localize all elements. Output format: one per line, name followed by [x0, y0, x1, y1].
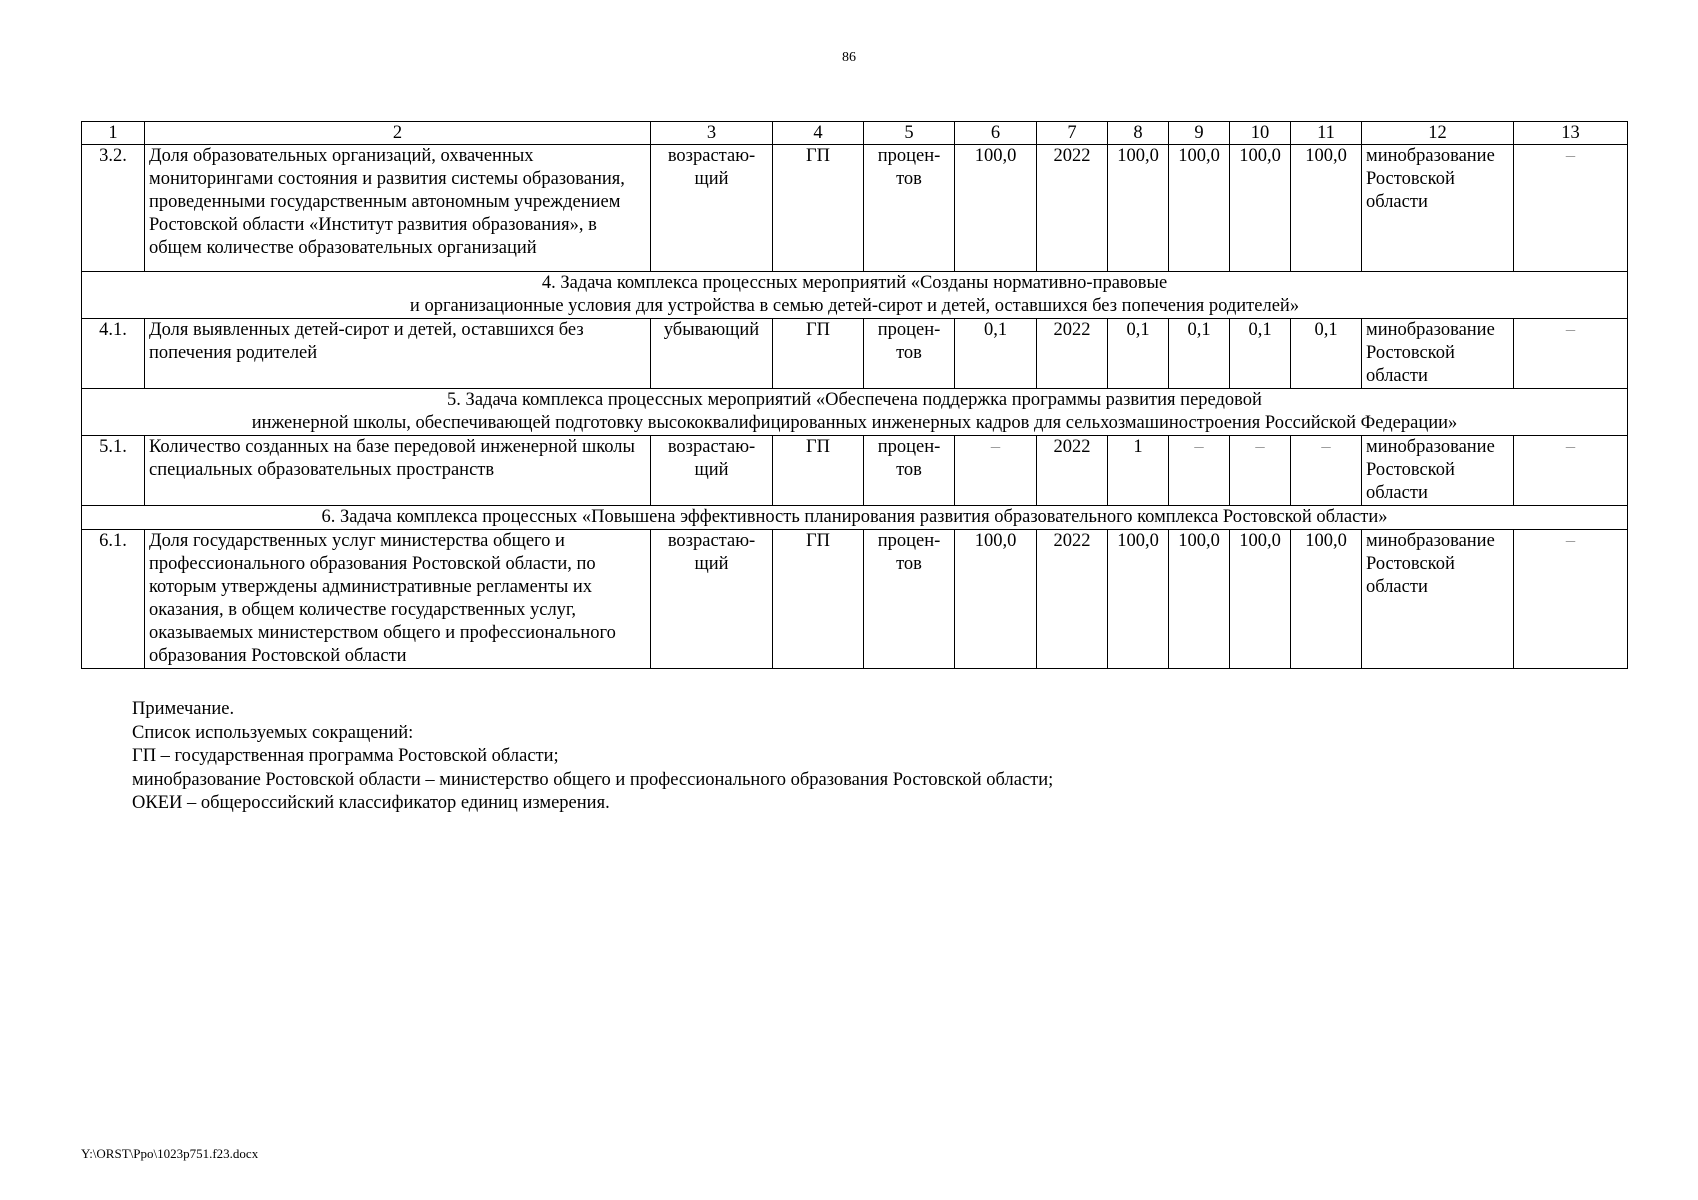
- value-cell: 0,1: [1169, 319, 1230, 389]
- responsible-cell: минобразование Ростовской области: [1362, 319, 1514, 389]
- indicator-name-cell: Доля государственных услуг министерства общего и профессионального образования Ростовской области, по которым утверждены административные регламенты их оказания, в общем количестве государственных услуг, оказываемых министерством общего и профессионального образования Ростовской области: [145, 530, 651, 669]
- level-cell: ГП: [773, 145, 864, 272]
- unit-cell: процен-тов: [864, 530, 955, 669]
- trend-cell: возрастаю-щий: [651, 530, 773, 669]
- trend-cell: возрастаю-щий: [651, 145, 773, 272]
- task-row: [82, 389, 1628, 436]
- value-cell: 100,0: [1108, 530, 1169, 669]
- indicators-table: [81, 121, 1628, 669]
- row-number-cell: 5.1.: [82, 436, 145, 506]
- header-cell: 7: [1037, 122, 1108, 145]
- header-cell: 4: [773, 122, 864, 145]
- base-year-cell: 2022: [1037, 530, 1108, 669]
- header-cell: 13: [1514, 122, 1628, 145]
- header-cell: 1: [82, 122, 145, 145]
- responsible-cell: минобразование Ростовской области: [1362, 145, 1514, 272]
- value-cell: 100,0: [1291, 530, 1362, 669]
- base-value-cell: 100,0: [955, 530, 1037, 669]
- value-cell: 100,0: [1169, 530, 1230, 669]
- related-cell: –: [1514, 145, 1628, 272]
- responsible-cell: минобразование Ростовской области: [1362, 530, 1514, 669]
- indicator-name-cell: Количество созданных на базе передовой инженерной школы специальных образовательных пространств: [145, 436, 651, 506]
- related-cell: –: [1514, 319, 1628, 389]
- value-cell: 100,0: [1291, 145, 1362, 272]
- table-row: [82, 530, 1628, 669]
- task-row: [82, 506, 1628, 530]
- value-cell: 100,0: [1230, 530, 1291, 669]
- task-title-cell: 4. Задача комплекса процессных мероприятий «Созданы нормативно-правовые и организационные условия для устройства в семью детей-сирот и детей, оставшихся без попечения родителей»: [82, 272, 1628, 319]
- header-cell: 2: [145, 122, 651, 145]
- base-year-cell: 2022: [1037, 436, 1108, 506]
- note-line: ГП – государственная программа Ростовской области;: [132, 746, 559, 766]
- footer-file-path: Y:\ORST\Ppo\1023p751.f23.docx: [81, 1146, 259, 1161]
- responsible-cell: минобразование Ростовской области: [1362, 436, 1514, 506]
- value-cell: 0,1: [1291, 319, 1362, 389]
- header-cell: 6: [955, 122, 1037, 145]
- base-value-cell: 0,1: [955, 319, 1037, 389]
- trend-cell: убывающий: [651, 319, 773, 389]
- row-number-cell: 4.1.: [82, 319, 145, 389]
- indicator-name-cell: Доля выявленных детей-сирот и детей, оставшихся без попечения родителей: [145, 319, 651, 389]
- value-cell: –: [1230, 436, 1291, 506]
- value-cell: 0,1: [1108, 319, 1169, 389]
- note-title: Примечание.: [132, 699, 235, 719]
- base-value-cell: –: [955, 436, 1037, 506]
- note-line: ОКЕИ – общероссийский классификатор единиц измерения.: [132, 793, 610, 813]
- header-cell: 9: [1169, 122, 1230, 145]
- task-title-cell: 6. Задача комплекса процессных «Повышена эффективность планирования развития образовательного комплекса Ростовской области»: [82, 506, 1628, 530]
- related-cell: –: [1514, 436, 1628, 506]
- header-cell: 3: [651, 122, 773, 145]
- note-section: [132, 698, 1053, 816]
- unit-cell: процен-тов: [864, 319, 955, 389]
- value-cell: –: [1291, 436, 1362, 506]
- page-number: 86: [842, 50, 856, 65]
- indicator-name-cell: Доля образовательных организаций, охваченных мониторингами состояния и развития системы образования, проведенными государственным автономным учреждением Ростовской области «Институт развития образования», в общем количестве образовательных организаций: [145, 145, 651, 272]
- header-cell: 12: [1362, 122, 1514, 145]
- value-cell: –: [1169, 436, 1230, 506]
- table-row: [82, 436, 1628, 506]
- header-cell: 5: [864, 122, 955, 145]
- level-cell: ГП: [773, 436, 864, 506]
- task-row: [82, 272, 1628, 319]
- base-value-cell: 100,0: [955, 145, 1037, 272]
- header-cell: 10: [1230, 122, 1291, 145]
- value-cell: 100,0: [1169, 145, 1230, 272]
- related-cell: –: [1514, 530, 1628, 669]
- value-cell: 1: [1108, 436, 1169, 506]
- unit-cell: процен-тов: [864, 436, 955, 506]
- header-cell: 11: [1291, 122, 1362, 145]
- note-line: минобразование Ростовской области – министерство общего и профессионального образования Ростовской области;: [132, 769, 1054, 790]
- table-header-row: [82, 122, 1628, 145]
- table-row: [82, 145, 1628, 272]
- task-title-cell: 5. Задача комплекса процессных мероприятий «Обеспечена поддержка программы развития передовой инженерной школы, обеспечивающей подготовку высококвалифицированных инженерных кадров для сельхозмашиностроения Российской Федерации»: [82, 389, 1628, 436]
- level-cell: ГП: [773, 319, 864, 389]
- value-cell: 100,0: [1230, 145, 1291, 272]
- value-cell: 100,0: [1108, 145, 1169, 272]
- trend-cell: возрастаю-щий: [651, 436, 773, 506]
- table-row: [82, 319, 1628, 389]
- header-cell: 8: [1108, 122, 1169, 145]
- note-line: Список используемых сокращений:: [132, 722, 414, 743]
- base-year-cell: 2022: [1037, 145, 1108, 272]
- level-cell: ГП: [773, 530, 864, 669]
- unit-cell: процен-тов: [864, 145, 955, 272]
- row-number-cell: 6.1.: [82, 530, 145, 669]
- base-year-cell: 2022: [1037, 319, 1108, 389]
- table-body: [82, 122, 1628, 669]
- row-number-cell: 3.2.: [82, 145, 145, 272]
- value-cell: 0,1: [1230, 319, 1291, 389]
